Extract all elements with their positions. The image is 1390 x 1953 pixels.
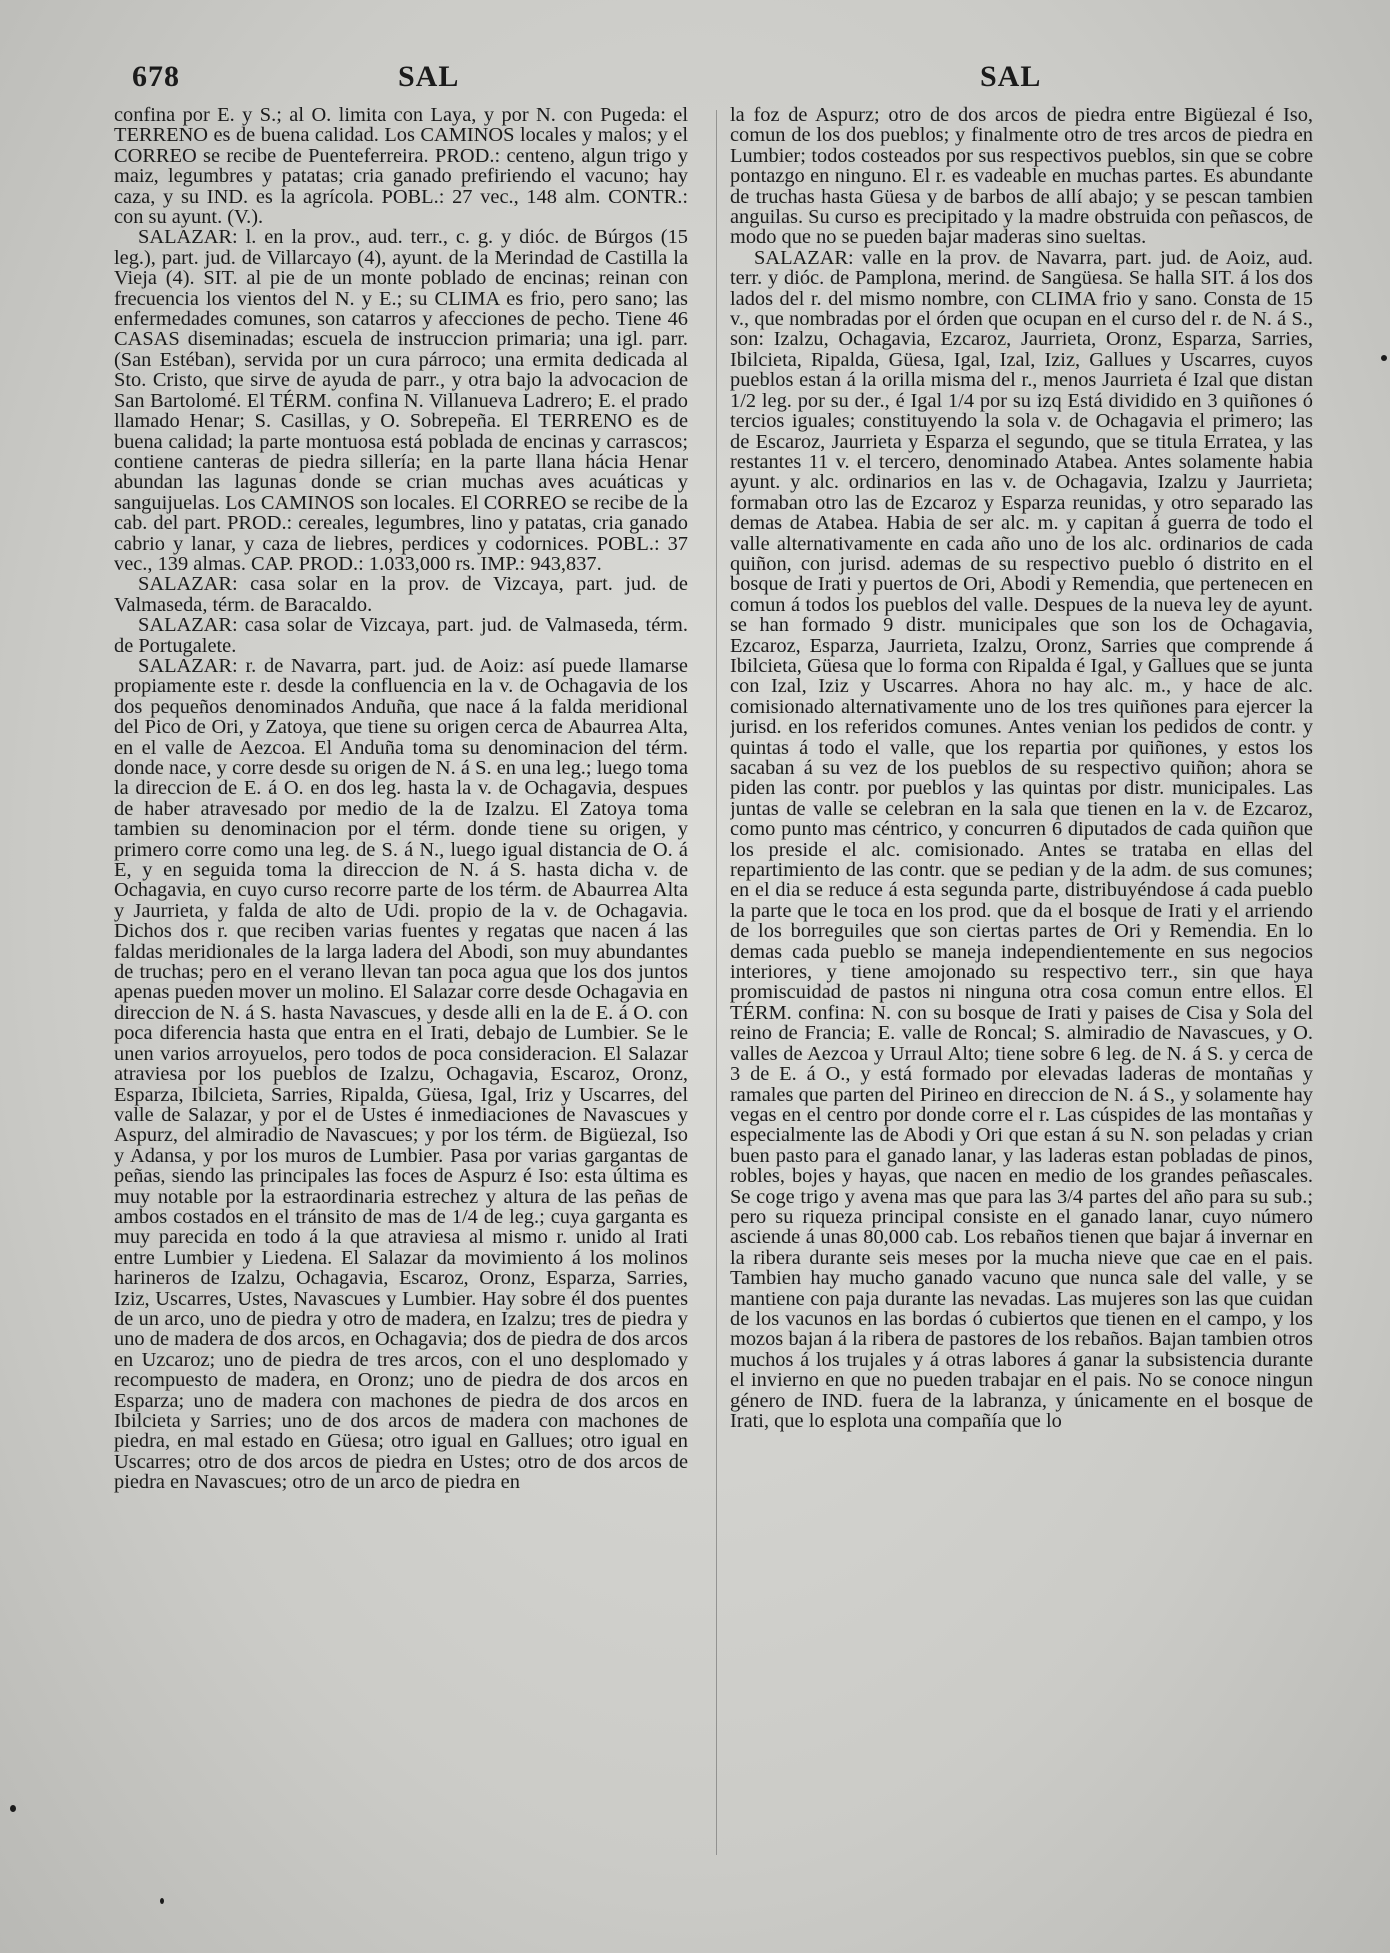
paragraph: SALAZAR: casa solar de Vizcaya, part. jud. de Valmaseda, térm. de Portugalete. [114,614,688,657]
paragraph: confina por E. y S.; al O. limita con Laya, y por N. con Pugeda: el TERRENO es de buena calidad. Los CAMINOS locales y malos; y el CORREO se recibe de Puenteferreira. PROD.: centeno, algun trigo y maiz, legumbres y patatas; cria ganado prefiriendo el vacuno; hay caza, y su IND. es la agrícola. POBL.: 27 vec., 148 alm. CONTR.: con su ayunt. (V.). [114,105,688,229]
column-divider [716,110,717,1855]
running-head-left: SAL [398,60,460,93]
paragraph: la foz de Aspurz; otro de dos arcos de piedra entre Bigüezal é Iso, comun de los dos pueblos; y finalmente otro de tres arcos de piedra en Lumbier; todos costeados por sus respectivos pueblos, sin que se cobre pontazgo en ninguno. El r. es vadeable en muchas partes. Es abundante de truchas hasta Güesa y de barbos de allí abajo; y se pescan tambien anguilas. Su curso es precipitado y la madre obstruida con peñascos, de modo que no se pueden bajar maderas sino sueltas. [730,105,1313,249]
paragraph: SALAZAR: valle en la prov. de Navarra, part. jud. de Aoiz, aud. terr. y dióc. de Pamplona, merind. de Sangüesa. Se halla SIT. á los dos lados del r. del mismo nombre, con CLIMA frio y sano. Consta de 15 v., que nombradas por el órden que ocupan en el curso del r. de N. á S., son: Izalzu, Ochagavia, Ezcaroz, Jaurrieta, Oronz, Esparza, Sarries, Ibilcieta, Ripalda, Güesa, Igal, Izal, Iziz, Gallues y Uscarres, cuyos pueblos estan á la orilla misma del r., menos Jaurrieta é Izal que distan 1/2 leg. por su der., é Igal 1/4 por su izq Está dividido en 3 quiñones ó tercios iguales; constituyendo la sola v. de Ochagavia el primero; las de Escaroz, Jaurrieta y Esparza el segundo, que se titula Erratea, y las restantes 11 v. el tercero, denominado Atabea. Antes solamente habia ayunt. y alc. ordinarios en las v. de Ochagavia, Izalzu y Jaurrieta; formaban otro las de Ezcaroz y Esparza reunidas, y otro separado las demas de Atabea. Habia de ser alc. m. y capitan á guerra de todo el valle alternativamente en cada año uno de los alc. ordinarios de cada quiñon, con jurisd. ademas de su respectivo pueblo ó distrito en el bosque de Irati y puertos de Ori, Abodi y Remendia, que pertenecen en comun á todos los pueblos del valle. Despues de la nueva ley de ayunt. se han formado 9 distr. municipales que son los de Ochagavia, Ezcaroz, Esparza, Jaurrieta, Izalzu, Oronz, Sarries que comprende á Ibilcieta, Güesa que lo forma con Ripalda é Igal, y Gallues que se junta con Izal, Iziz y Uscarres. Ahora no hay alc. m., y hace de alc. comisionado alternativamente uno de los tres quiñones para ejercer la jurisd. en los referidos comunes. Antes venian los pedidos de contr. y quintas á todo el valle, que los repartia por quiñones, y estos los sacaban á su vez de los pueblos de su respectivo quiñon; ahora se piden las contr. por pueblos y las quintas por distr. municipales. Las juntas de valle se celebran en la sala que tienen en la v. de Ezcaroz, como punto mas céntrico, y concurren 6 diputados de cada quiñon que los preside el alc. comisionado. Antes se trataba en ellas del repartimiento de las contr. que se pedian y de la adm. de sus comunes; en el dia se reduce á esta segunda parte, distribuyéndose á cada pueblo la parte que le toca en los prod. que da el bosque de Irati y el arriendo de los borreguiles que son ciertas partes de Ori y Remendia. En lo demas cada pueblo se maneja independientemente en sus negocios interiores, y tiene amojonado su respectivo terr., sin que haya promiscuidad de pastos ni ninguna otra cosa comun entre ellos. El TÉRM. confina: N. con su bosque de Irati y paises de Cisa y Sola del reino de Francia; E. valle de Roncal; S. almiradio de Navascues, y O. valles de Aezcoa y Urraul Alto; tiene sobre 6 leg. de N. á S. y cerca de 3 de E. á O., y está formado por elevadas laderas de montañas y ramales que parten del Pirineo en direccion de N. á S., y solamente hay vegas en el centro por donde corre el r. Las cúspides de las montañas y especialmente las de Abodi y Ori que estan á su N. son peladas y crian buen pasto para el ganado lanar, y las laderas estan pobladas de pinos, robles, bojes y hayas, que nacen en medio de los grandes peñascales. Se coge trigo y avena mas que para las 3/4 partes del año para su sub.; pero su riqueza principal consiste en el ganado lanar, cuyo número asciende á unas 80,000 cab. Los rebaños tienen que bajar á invernar en la ribera durante seis meses por la mucha nieve que cae en el pais. Tambien hay mucho ganado vacuno que nunca sale del valle, y se mantiene con paja durante las nevadas. Las mujeres son las que cuidan de los vacunos en las bordas ó cubiertos que tienen en el campo, y los mozos bajan á la ribera de pastores de los rebaños. Bajan tambien otros muchos á los trujales y á otras labores á ganar la subsistencia durante el invierno en que no pueden trabajar en el pais. No se conoce ningun género de IND. fuera de la labranza, y únicamente en el bosque de Irati, que lo esplota una compañía que lo [730,246,1313,1432]
paragraph: SALAZAR: l. en la prov., aud. terr., c. g. y dióc. de Búrgos (15 leg.), part. jud. de Villarcayo (4), ayunt. de la Merindad de Castilla la Vieja (4). SIT. al pie de un monte poblado de encinas; reinan con frecuencia los vientos del N. y E.; su CLIMA es frio, pero sano; las enfermedades comunes, son catarros y afecciones de pecho. Tiene 46 CASAS diseminadas; escuela de instruccion primaria; una igl. parr. (San Estéban), servida por un cura párroco; una ermita dedicada al Sto. Cristo, que sirve de ayuda de parr., y otra bajo la advocacion de San Bartolomé. El TÉRM. confina N. Villanueva Ladrero; E. el prado llamado Henar; S. Casillas, y O. Sobrepeña. El TERRENO es de buena calidad; la parte montuosa está poblada de encinas y carrascos; contiene canteras de piedra sillería; en la parte llana hácia Henar abundan las lagunas donde se crian muchas aves acuáticas y sanguijuelas. Los CAMINOS son locales. El CORREO se recibe de la cab. del part. PROD.: cereales, legumbres, lino y patatas, cria ganado cabrio y lanar, y caza de liebres, perdices y codornices. POBL.: 37 vec., 139 almas. CAP. PROD.: 1.033,000 rs. IMP.: 943,837. [114,226,688,575]
ink-spot [1381,355,1387,361]
right-column [730,105,1313,1855]
page-number: 678 [132,60,180,93]
paragraph: SALAZAR: casa solar en la prov. de Vizcaya, part. jud. de Valmaseda, térm. de Baracaldo. [114,573,688,616]
left-column [114,105,688,1855]
running-head-right: SAL [980,60,1042,93]
ink-spot [160,1898,164,1904]
ink-spot [10,1805,16,1812]
paragraph: SALAZAR: r. de Navarra, part. jud. de Aoiz: así puede llamarse propiamente este r. desde la confluencia en la v. de Ochagavia de los dos pequeños denominados Anduña, que nace á la falda meridional del Pico de Ori, y Zatoya, que tiene su origen cerca de Abaurrea Alta, en el valle de Aezcoa. El Anduña toma su denominacion del térm. donde nace, y corre desde su origen de N. á S. en una leg.; luego toma la direccion de E. á O. en dos leg. hasta la v. de Ochagavia, despues de haber atravesado por medio de la de Izalzu. El Zatoya toma tambien su denominacion por el térm. donde tiene su origen, y primero corre como una leg. de S. á N., luego igual distancia de O. á E, y en seguida toma la direccion de N. á S. hasta dicha v. de Ochagavia, en cuyo curso recorre parte de los térm. de Abaurrea Alta y Jaurrieta, y falda de alto de Udi. propio de la v. de Ochagavia. Dichos dos r. que reciben varias fuentes y regatas que nacen á las faldas meridionales de la larga ladera del Abodi, son muy abundantes de truchas; pero en el verano llevan tan poca agua que los dos juntos apenas pueden mover un molino. El Salazar corre desde Ochagavia en direccion de N. á S. hasta Navascues, y desde alli en la de E. á O. con poca diferencia hasta que entra en el Irati, debajo de Lumbier. Se le unen varios arroyuelos, pero todos de poca consideracion. El Salazar atraviesa por los pueblos de Izalzu, Ochagavia, Escaroz, Oronz, Esparza, Ibilcieta, Sarries, Ripalda, Güesa, Igal, Iriz y Uscarres, del valle de Salazar, y por el de Ustes é inmediaciones de Navascues y Aspurz, del almiradio de Navascues; y por los térm. de Bigüezal, Iso y Adansa, y por los muros de Lumbier. Pasa por varias gargantas de peñas, siendo las principales las foces de Aspurz é Iso: esta última es muy notable por la estraordinaria estrechez y altura de las peñas de ambos costados en el tránsito de mas de 1/4 de leg.; cuya garganta es muy parecida en todo á la que atraviesa al mismo r. unido al Irati entre Lumbier y Liedena. El Salazar da movimiento á los molinos harineros de Izalzu, Ochagavia, Escaroz, Oronz, Esparza, Sarries, Iziz, Uscarres, Ustes, Navascues y Lumbier. Hay sobre él dos puentes de un arco, uno de piedra y otro de madera, en Izalzu; tres de piedra y uno de madera de dos arcos, en Ochagavia; dos de piedra de dos arcos en Uzcaroz; uno de piedra de tres arcos, con el uno desplomado y recompuesto de madera, en Oronz; uno de piedra de dos arcos en Esparza; uno de madera con machones de piedra de dos arcos en Ibilcieta y Sarries; uno de dos arcos de madera con machones de piedra, en mal estado en Güesa; otro igual en Gallues; otro igual en Uscarres; otro de dos arcos de piedra en Ustes; otro de dos arcos de piedra en Navascues; otro de un arco de piedra en [114,654,688,1494]
